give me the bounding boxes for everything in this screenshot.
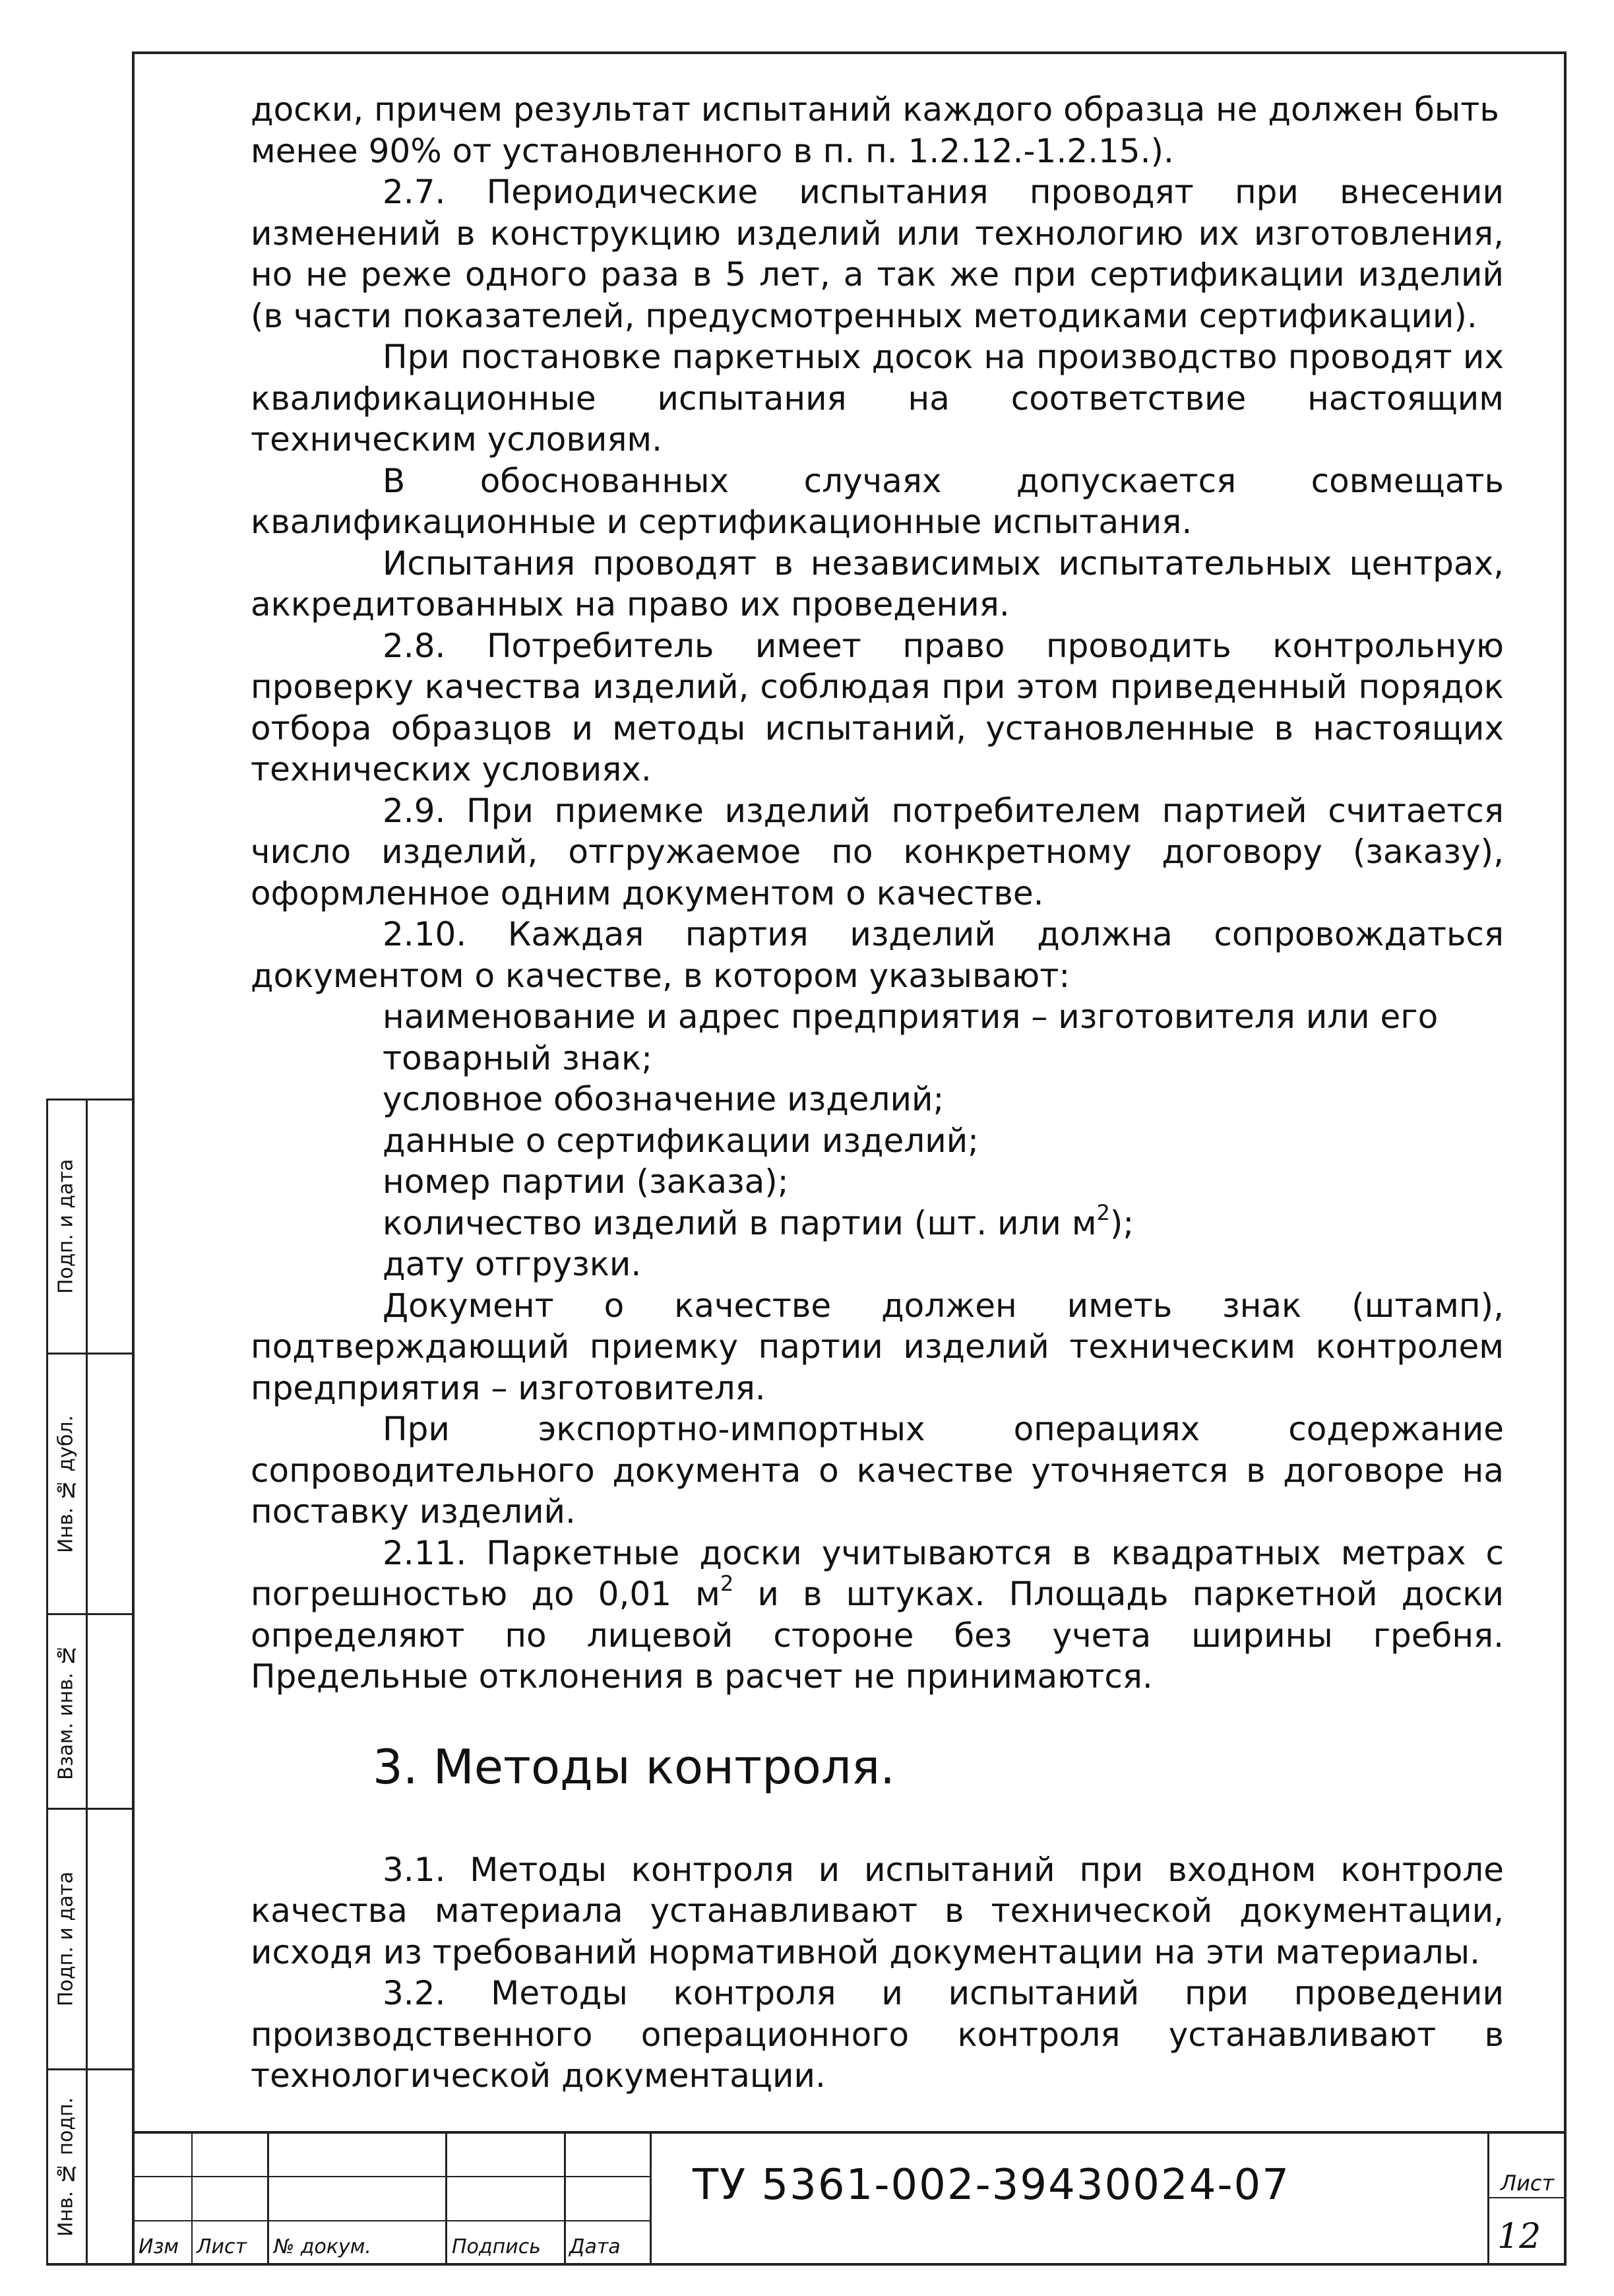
stamp-header-doc-number: № докум. xyxy=(274,2235,371,2258)
paragraph-line: менее 90% от установленного в п. п. 1.2.12.-1.2.15.). xyxy=(251,131,1174,170)
stamp-row1 xyxy=(132,2176,650,2177)
paragraph-export: При экспортно-импортных операциях содержание сопроводительного документа о качестве уточняется в договоре на поставку изделий. xyxy=(251,1410,1504,1531)
stamp-col5 xyxy=(650,2131,652,2263)
list-item-end: ); xyxy=(1109,1203,1134,1242)
list-item: наименование и адрес предприятия – изготовителя или его товарный знак; xyxy=(383,998,1439,1077)
stamp-header-date: Дата xyxy=(569,2235,621,2258)
section-heading: 3. Методы контроля. xyxy=(373,1738,896,1795)
stamp-col-sheet xyxy=(1487,2131,1489,2263)
stamp-col4 xyxy=(564,2131,566,2263)
paragraph-3-2: 3.2. Методы контроля и испытаний при проведении производственного операционного контроля устанавливают в технологической документации. xyxy=(251,1974,1504,2095)
list-item: данные о сертификации изделий; xyxy=(383,1121,979,1160)
stamp-header-sheet: Лист xyxy=(197,2235,247,2258)
paragraph-2-7: 2.7. Периодические испытания проводят при внесении изменений в конструкцию изделий или технологию их изготовления, но не реже одного раза в 5 лет, а так же при сертификации изделий (в части показателей, предусмотренных методиками сертификации). xyxy=(251,173,1504,335)
sheet-label: Лист xyxy=(1501,2171,1555,2196)
stamp-col3 xyxy=(445,2131,447,2263)
side-label-sign-date-2: Подп. и дата xyxy=(54,1871,78,2007)
stamp-sheet-row xyxy=(1487,2197,1567,2198)
list-item xyxy=(251,1199,1504,1244)
stamp-top xyxy=(132,2131,1567,2134)
paragraph-qualification: При постановке паркетных досок на производство проводят их квалификационные испытания на соответствие настоящим техническим условиям. xyxy=(251,338,1504,459)
paragraph-2-8: 2.8. Потребитель имеет право проводить контрольную проверку качества изделий, соблюдая при этом приведенный порядок отбора образцов и методы испытаний, установленные в настоящих технических условиях. xyxy=(251,626,1504,788)
side-label-orig-inv: Инв. № подп. xyxy=(54,2097,78,2237)
paragraph-combined-tests: В обоснованных случаях допускается совмещать квалификационные и сертификационные испытания. xyxy=(251,461,1504,541)
list-item: дату отгрузки. xyxy=(383,1245,642,1283)
superscript: 2 xyxy=(720,1571,734,1596)
paragraph-text: 2.11. Паркетные доски учитываются в квадратных метрах с погрешностью до 0,01 м xyxy=(251,1533,1504,1613)
sheet-number: 12 xyxy=(1497,2217,1541,2256)
side-label-replace-inv: Взам. инв. № xyxy=(54,1643,78,1780)
frame-bottom xyxy=(46,2263,1567,2266)
paragraph-2-11 xyxy=(251,1533,1504,1698)
frame-left xyxy=(132,51,135,2265)
paragraph-quality-stamp: Документ о качестве должен иметь знак (штамп), подтверждающий приемку партии изделий техническим контролем предприятия – изготовителя. xyxy=(251,1286,1504,1407)
list-item-text: количество изделий в партии (шт. или м xyxy=(383,1203,1097,1242)
frame-top xyxy=(132,51,1567,54)
paragraph-3-1: 3.1. Методы контроля и испытаний при входном контроле качества материала устанавливают в технической документации, исходя из требований нормативной документации на эти материалы. xyxy=(251,1850,1504,1971)
side-label-sign-date-1: Подп. и дата xyxy=(54,1159,78,1294)
paragraph-line: доски, причем результат испытаний каждого образца не должен быть xyxy=(251,90,1499,129)
stamp-col2 xyxy=(267,2131,269,2263)
stamp-row2 xyxy=(132,2220,650,2221)
document-body xyxy=(251,89,1504,2097)
paragraph-2-10: 2.10. Каждая партия изделий должна сопровождаться документом о качестве, в котором указывают: xyxy=(251,915,1504,995)
frame-right xyxy=(1564,51,1567,2265)
document-code: ТУ 5361-002-39430024-07 xyxy=(693,2161,1290,2210)
superscript: 2 xyxy=(1096,1199,1110,1225)
list-item: номер партии (заказа); xyxy=(383,1163,789,1201)
list-item: условное обозначение изделий; xyxy=(383,1080,945,1118)
paragraph-2-9: 2.9. При приемке изделий потребителем партией считается число изделий, отгружаемое по конкретному договору (заказу), оформленное одним документом о качестве. xyxy=(251,791,1504,912)
side-strip-divider xyxy=(86,1099,88,2265)
stamp-header-change: Изм xyxy=(139,2235,179,2258)
side-label-dup-inv: Инв. № дубл. xyxy=(54,1415,78,1553)
stamp-header-signature: Подпись xyxy=(452,2235,541,2258)
stamp-col1 xyxy=(191,2131,193,2263)
paragraph-test-centers: Испытания проводят в независимых испытательных центрах, аккредитованных на право их проведения. xyxy=(251,544,1504,623)
paragraph-text: и в штуках. Площадь паркетной доски определяют по лицевой стороне без учета ширины гребня. Предельные отклонения в расчет не принимаются. xyxy=(251,1575,1504,1696)
